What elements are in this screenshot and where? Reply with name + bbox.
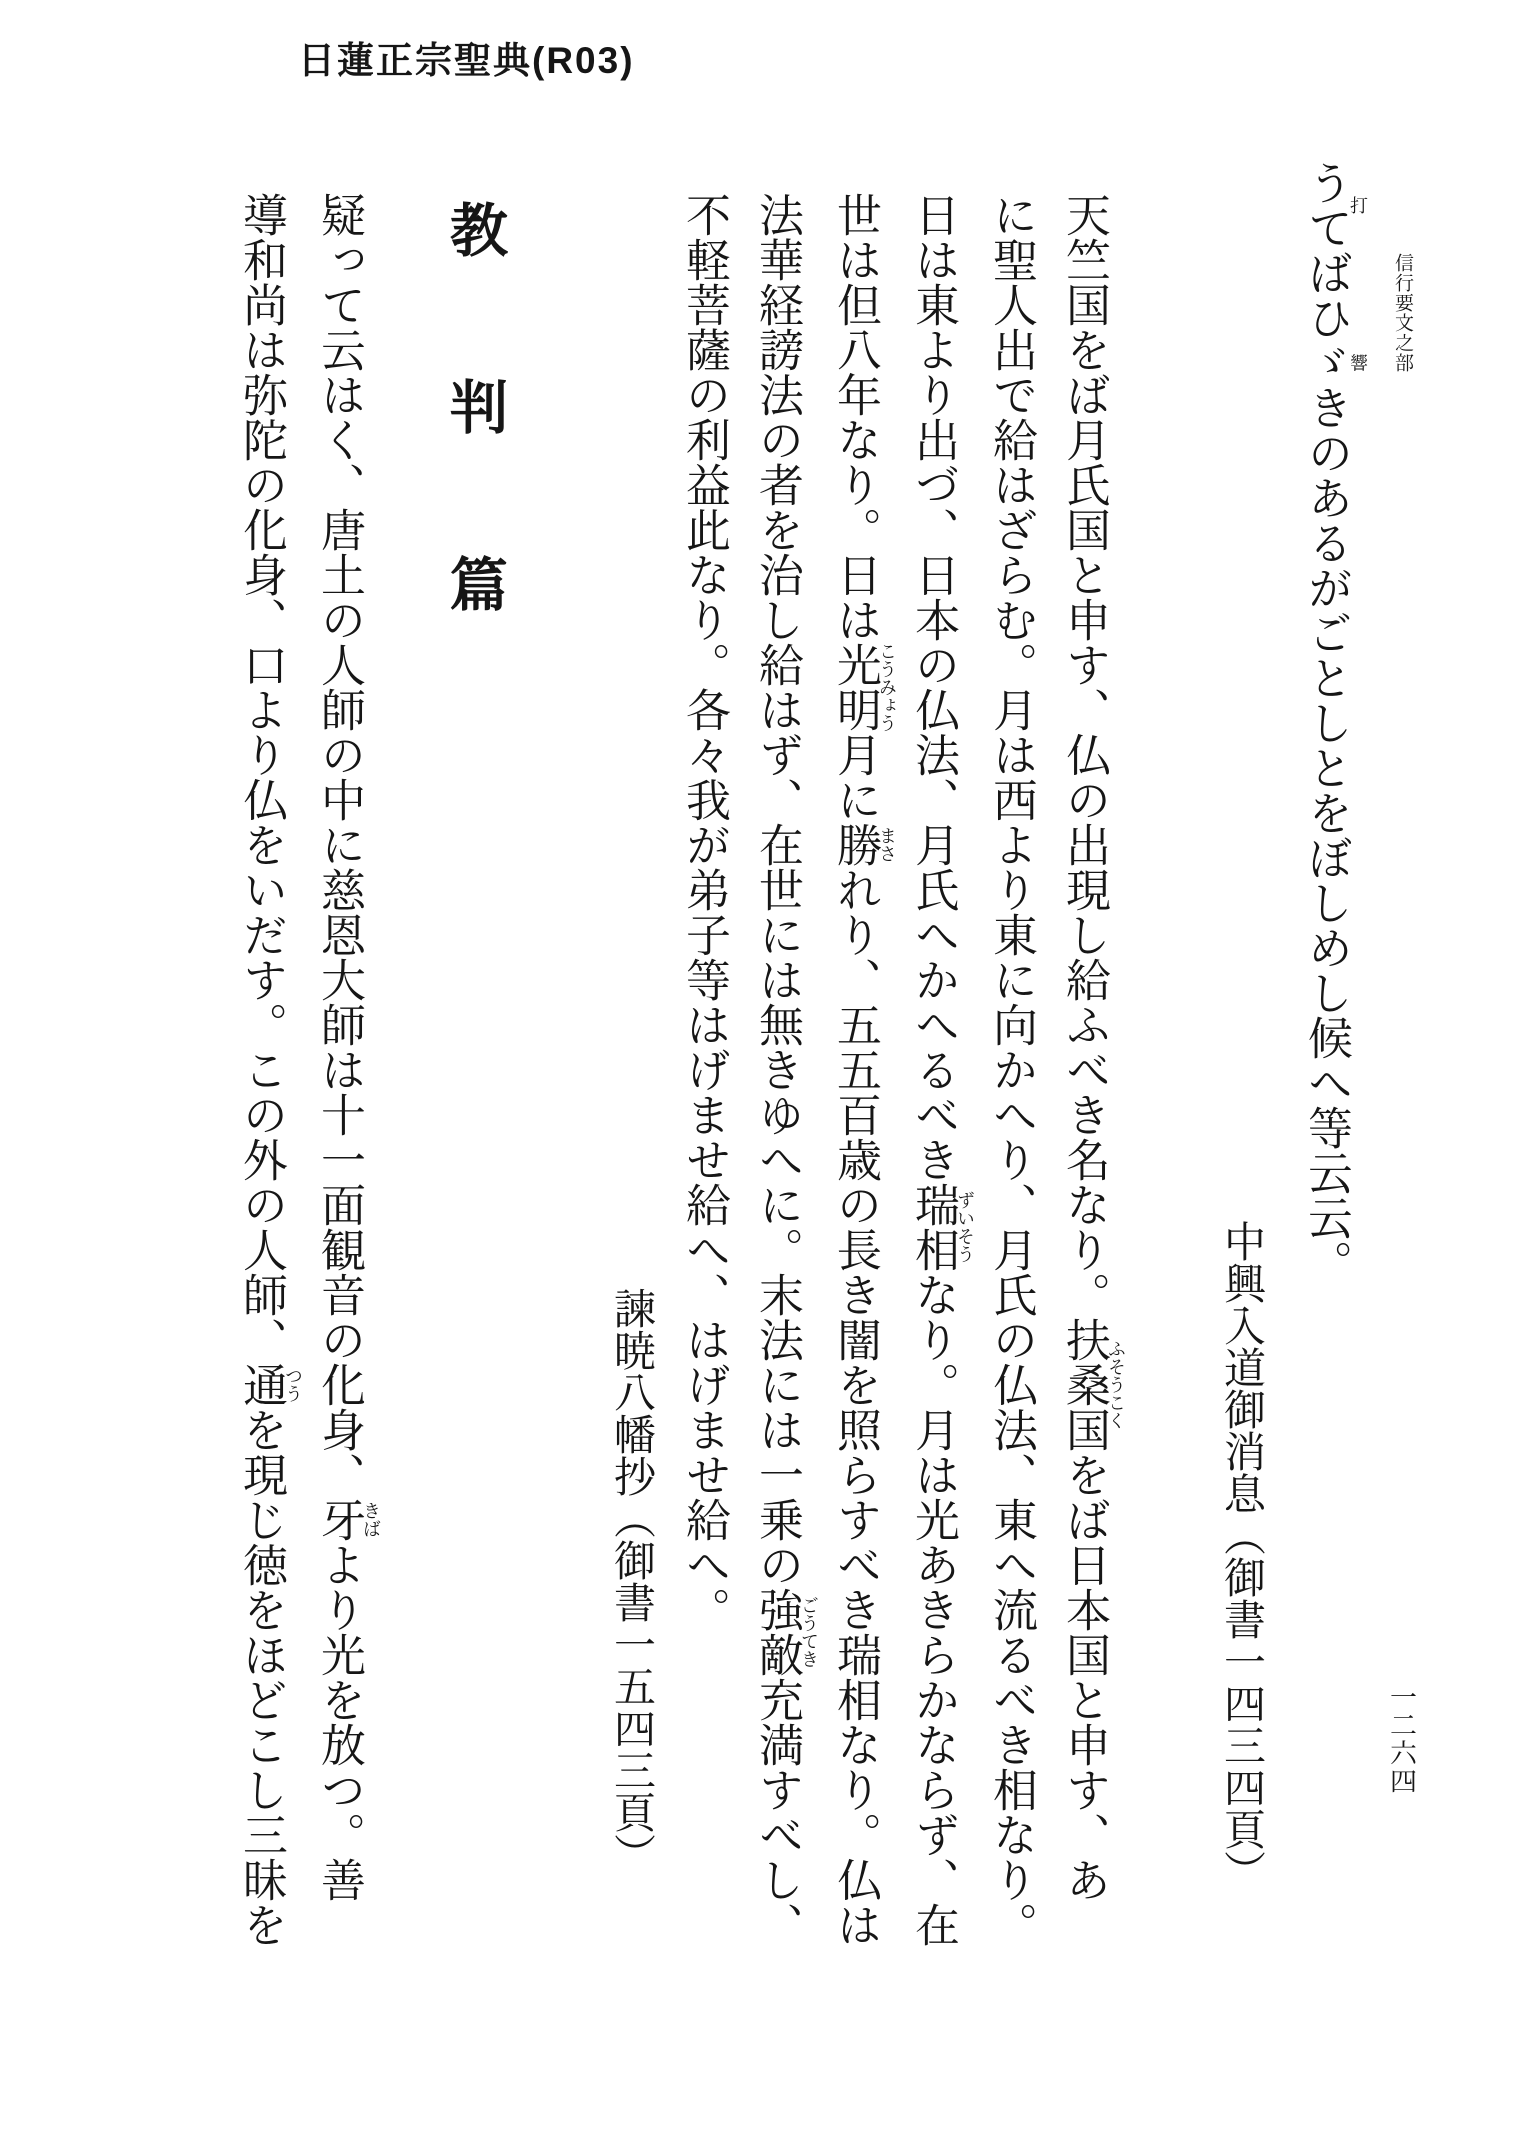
page-number: 一二六四: [1386, 1683, 1416, 1795]
passage-2: [594, 192, 1125, 2022]
quote-column: 法華経謗法の者を治し給はず、在世には無きゆへに。末法には一乗の強敵ごうてき充満すべし、: [752, 192, 819, 1947]
quote-column: 不軽菩薩の利益此なり。各々我が弟子等はげませ給へ、はげませ給へ。: [679, 192, 729, 1632]
running-head: 信行要文之部: [1392, 253, 1413, 373]
section-title: 教判篇: [441, 200, 506, 731]
quote-column: に聖人出で給はざらむ。月は西より東に向かへり、月氏の仏法、東へ流るべき相なり。: [986, 192, 1036, 1947]
quote-column: 世は但八年なり。日は光明こうみょう月に勝まされり、五五百歳の長き闇を照らすべき瑞相なり。仏は: [830, 192, 897, 1947]
quote-column: 天竺国をば月氏国と申す、仏の出現し給ふべき名なり。扶桑国ふそうこくをば日本国と申す、あ: [1059, 192, 1126, 1902]
quote-column: 疑って云はく、唐土の人師の中に慈恩大師は十一面観音の化身、牙きばより光を放つ。善: [314, 192, 381, 1902]
source-column: 中興入道御消息（御書一四三四頁）: [1218, 1220, 1264, 1892]
quote-column: うて打ばひゞき響のあるがごとしとをぼしめし候へ等云云。: [1301, 160, 1368, 1285]
source-column: 諫暁八幡抄（御書一五四三頁）: [608, 1287, 654, 1875]
quote-column: 導和尚は弥陀の化身、口より仏をいだす。この外の人師、通つうを現じ徳をほどこし三昧を: [236, 192, 303, 1947]
passage-1: [1198, 160, 1368, 2000]
quote-column: 日は東より出づ、日本の仏法、月氏へかへるべき瑞相ずいそうなり。月は光あきらかならず、在: [908, 192, 975, 1947]
header-title: 日蓮正宗聖典(R03): [298, 40, 635, 81]
passage-3: [224, 192, 380, 2022]
